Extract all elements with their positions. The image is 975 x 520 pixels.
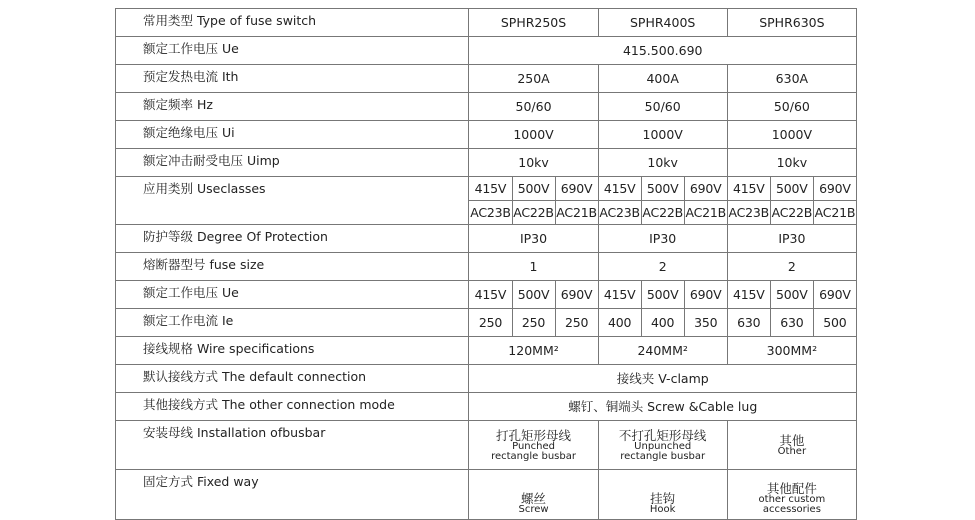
option-cell <box>598 421 727 470</box>
option-en: Unpunched <box>634 440 692 452</box>
cell-value: IP30 <box>469 225 598 253</box>
cell-value: 400 <box>641 309 684 337</box>
row-frequency <box>116 93 857 121</box>
row-label: 额定频率 Hz <box>116 93 469 121</box>
option-cn: 其他配件 <box>766 481 817 496</box>
option-cell <box>727 421 856 470</box>
cell-value: 10kv <box>469 149 598 177</box>
cell-value: 690V <box>684 177 727 201</box>
option-en: Hook <box>649 504 676 515</box>
row-label: 防护等级 Degree Of Protection <box>116 225 469 253</box>
cell-value: 250A <box>469 65 598 93</box>
cell-value: AC22B <box>641 201 684 225</box>
row-fuse-size <box>116 253 857 281</box>
row-useclasses-voltage <box>116 177 857 201</box>
row-thermal-current <box>116 65 857 93</box>
cell-value: 690V <box>813 281 856 309</box>
cell-value: 1000V <box>727 121 856 149</box>
row-label: 预定发热电流 Ith <box>116 65 469 93</box>
cell-value: IP30 <box>598 225 727 253</box>
cell-value: 500V <box>512 177 555 201</box>
row-rated-voltage <box>116 37 857 65</box>
cell-value: 50/60 <box>469 93 598 121</box>
cell-value: 300MM² <box>727 337 856 365</box>
cell-value: AC23B <box>598 201 641 225</box>
cell-value: 630 <box>770 309 813 337</box>
cell-value: 690V <box>684 281 727 309</box>
cell-value: 1000V <box>469 121 598 149</box>
row-wire-spec <box>116 337 857 365</box>
cell-value: 500V <box>641 177 684 201</box>
option-cn: 挂钩 <box>650 491 676 506</box>
cell-value: IP30 <box>727 225 856 253</box>
cell-value: 2 <box>598 253 727 281</box>
row-label: 熔断器型号 fuse size <box>116 253 469 281</box>
cell-value: 螺钉、铜端头 Screw &Cable lug <box>469 393 857 421</box>
cell-value: 690V <box>555 281 598 309</box>
row-label: 额定工作电压 Ue <box>116 281 469 309</box>
row-label: 应用类别 Useclasses <box>116 177 469 225</box>
row-insulation-voltage <box>116 121 857 149</box>
cell-value: 415V <box>727 177 770 201</box>
cell-value: 500 <box>813 309 856 337</box>
row-label: 其他接线方式 The other connection mode <box>116 393 469 421</box>
row-impulse-voltage <box>116 149 857 177</box>
option-cn: 螺丝 <box>521 491 547 506</box>
model-header: SPHR250S <box>469 9 598 37</box>
cell-value: 415V <box>469 177 512 201</box>
row-label: 额定工作电压 Ue <box>116 37 469 65</box>
cell-value: 400 <box>598 309 641 337</box>
cell-value: 240MM² <box>598 337 727 365</box>
row-busbar <box>116 421 857 470</box>
row-fixed-way <box>116 470 857 520</box>
row-label: 安装母线 Installation ofbusbar <box>116 421 469 470</box>
row-label: 额定绝缘电压 Ui <box>116 121 469 149</box>
cell-value: 690V <box>813 177 856 201</box>
cell-value: 50/60 <box>598 93 727 121</box>
row-ie <box>116 309 857 337</box>
cell-value: AC21B <box>555 201 598 225</box>
cell-value: 10kv <box>598 149 727 177</box>
cell-value: 415.500.690 <box>469 37 857 65</box>
option-en: accessories <box>762 504 821 515</box>
option-cell <box>727 470 856 520</box>
cell-value: 400A <box>598 65 727 93</box>
option-en: other custom <box>758 494 826 505</box>
row-default-connection <box>116 365 857 393</box>
row-ue <box>116 281 857 309</box>
spec-table <box>115 8 857 520</box>
cell-value: 630 <box>727 309 770 337</box>
option-en: Screw <box>518 504 549 515</box>
cell-value: 120MM² <box>469 337 598 365</box>
cell-value: 250 <box>555 309 598 337</box>
cell-value: 500V <box>641 281 684 309</box>
option-en: Punched <box>512 440 555 452</box>
cell-value: AC21B <box>684 201 727 225</box>
option-en: rectangle busbar <box>620 450 706 462</box>
cell-value: 415V <box>598 281 641 309</box>
row-type <box>116 9 857 37</box>
row-label: 额定冲击耐受电压 Uimp <box>116 149 469 177</box>
cell-value: AC23B <box>727 201 770 225</box>
row-label: 接线规格 Wire specifications <box>116 337 469 365</box>
row-label: 默认接线方式 The default connection <box>116 365 469 393</box>
cell-value: 10kv <box>727 149 856 177</box>
option-en: rectangle busbar <box>491 450 576 462</box>
row-other-connection <box>116 393 857 421</box>
cell-value: AC22B <box>512 201 555 225</box>
model-header: SPHR630S <box>727 9 856 37</box>
option-cn: 不打孔矩形母线 <box>618 427 707 443</box>
option-cell <box>469 421 598 470</box>
cell-value: 415V <box>727 281 770 309</box>
cell-value: AC22B <box>770 201 813 225</box>
cell-value: 630A <box>727 65 856 93</box>
row-protection <box>116 225 857 253</box>
cell-value: 500V <box>512 281 555 309</box>
cell-value: 690V <box>555 177 598 201</box>
cell-value: AC21B <box>813 201 856 225</box>
cell-value: 250 <box>512 309 555 337</box>
option-cn: 其他 <box>779 432 805 448</box>
cell-value: 500V <box>770 177 813 201</box>
cell-value: AC23B <box>469 201 512 225</box>
cell-value: 1000V <box>598 121 727 149</box>
cell-value: 2 <box>727 253 856 281</box>
option-cell <box>469 470 598 520</box>
cell-value: 415V <box>469 281 512 309</box>
row-label: 常用类型 Type of fuse switch <box>116 9 469 37</box>
row-label: 固定方式 Fixed way <box>116 470 469 520</box>
cell-value: 350 <box>684 309 727 337</box>
option-en: Other <box>777 445 807 457</box>
cell-value: 1 <box>469 253 598 281</box>
cell-value: 250 <box>469 309 512 337</box>
row-label: 额定工作电流 Ie <box>116 309 469 337</box>
cell-value: 50/60 <box>727 93 856 121</box>
cell-value: 接线夹 V-clamp <box>469 365 857 393</box>
option-cell <box>598 470 727 520</box>
cell-value: 500V <box>770 281 813 309</box>
option-cn: 打孔矩形母线 <box>496 427 572 443</box>
cell-value: 415V <box>598 177 641 201</box>
model-header: SPHR400S <box>598 9 727 37</box>
